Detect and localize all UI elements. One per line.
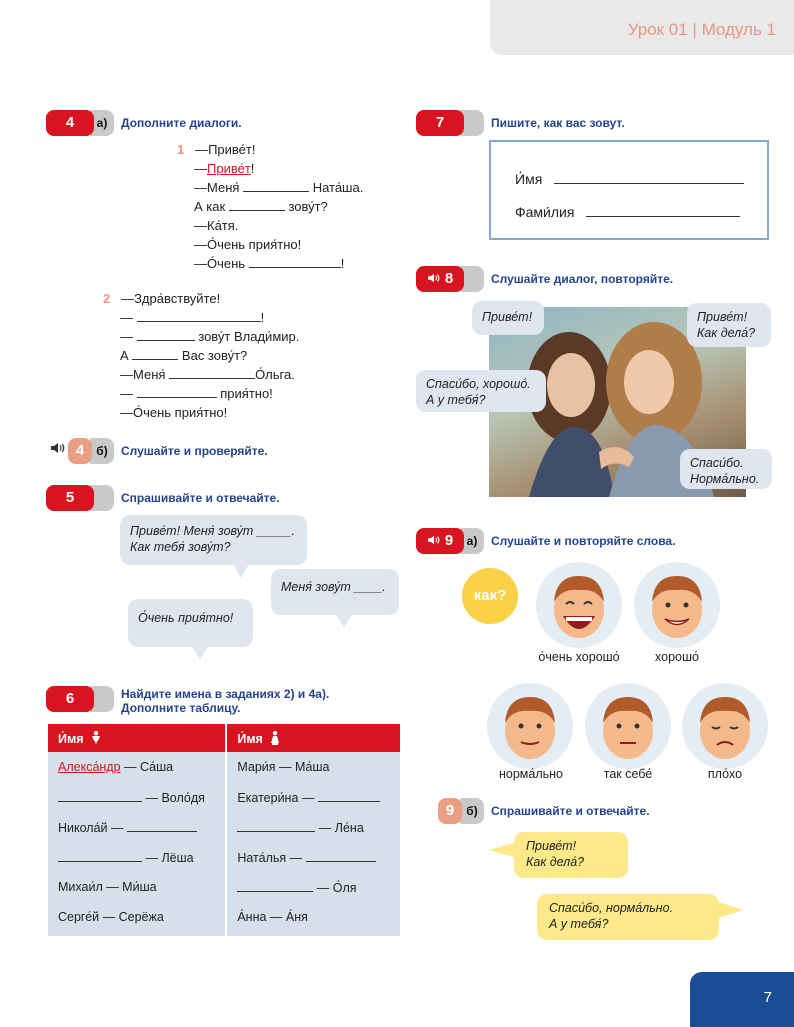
bubble-text: А у тебя́?: [426, 393, 486, 407]
speaker-icon: [427, 272, 441, 284]
punct: !: [340, 256, 345, 271]
bubble-text: Норма́льно.: [690, 472, 760, 486]
table-row: [48, 812, 400, 842]
task-number-with-audio[interactable]: [416, 528, 464, 554]
task-5-title: Спрашивайте и отвечайте.: [121, 491, 280, 505]
bubble-text: Как тебя́ зову́т?: [130, 540, 231, 554]
task-number: 4: [68, 438, 92, 464]
header-label: И́мя: [58, 731, 84, 746]
line: —Меня́: [194, 180, 240, 195]
table-cell: [48, 752, 226, 782]
speech-bubble: [120, 515, 307, 565]
face-drawing: [634, 562, 720, 648]
speech-bubble: [687, 303, 771, 347]
table-cell: [48, 782, 226, 812]
table-cell: [48, 872, 226, 902]
bubble-text: Спаси́бо, норма́льно.: [549, 901, 674, 915]
blank-field[interactable]: [58, 789, 142, 802]
task-number-with-audio[interactable]: [416, 266, 464, 292]
line: А: [120, 348, 129, 363]
table-cell: [226, 872, 400, 902]
table-row: [48, 902, 400, 936]
lesson-header: [490, 0, 794, 55]
task-9a-title: Слушайте и повторяйте слова.: [491, 534, 676, 548]
names-table: [48, 724, 400, 936]
bubble-text: О́чень прия́тно!: [138, 611, 234, 625]
very-good-face-icon: [536, 562, 622, 648]
yellow-speech-bubble: [537, 894, 719, 940]
blank-field[interactable]: [318, 789, 380, 802]
bubble-text: А у тебя́?: [549, 917, 609, 931]
speaker-icon: [427, 534, 441, 546]
task-4a-title: Дополните диалоги.: [121, 116, 242, 130]
task-letter: а): [90, 110, 114, 136]
table-cell: [226, 842, 400, 872]
table-cell: [226, 752, 400, 782]
column-header-male: [48, 724, 226, 752]
page-number-tab: [690, 972, 794, 1027]
cell-text: Никола́й —: [58, 821, 127, 835]
cell-text: Серге́й — Серёжа: [58, 910, 164, 924]
cell-text: Михаи́л — Ми́ша: [58, 880, 157, 894]
speech-bubble: [128, 599, 253, 647]
blank-field[interactable]: [237, 819, 315, 832]
cell-text: — Воло́дя: [142, 791, 205, 805]
line: Вас зову́т?: [181, 348, 248, 363]
bubble-tail: [718, 902, 744, 918]
bubble-text: Приве́т!: [526, 839, 577, 853]
face-label: так себе́: [603, 767, 653, 781]
line: —О́чень прия́тно!: [194, 237, 302, 252]
task-letter: б): [90, 438, 114, 464]
task-letter: а): [460, 528, 484, 554]
bubble-tail: [336, 614, 352, 628]
bubble-text: Приве́т!: [482, 310, 533, 324]
face-label: хорошо́: [655, 650, 699, 664]
bad-face-icon: [682, 683, 768, 769]
table-cell: [226, 812, 400, 842]
cell-text: — Лёша: [142, 851, 194, 865]
blank-field[interactable]: [137, 385, 217, 398]
line: Ната́ша.: [312, 180, 364, 195]
task-number: 6: [46, 686, 94, 712]
dialog-1: [177, 140, 363, 273]
cell-text: — Ле́на: [315, 821, 364, 835]
cell-text: — О́ля: [313, 881, 357, 895]
column-header-female: [226, 724, 400, 752]
first-name-row: [515, 171, 744, 187]
task-9b-title: Спрашивайте и отвечайте.: [491, 804, 650, 818]
male-figure-icon: [91, 731, 101, 745]
blank-field[interactable]: [249, 255, 341, 268]
line: —Меня́: [120, 367, 166, 382]
bubble-text: Как дела́?: [526, 855, 585, 869]
good-face-icon: [634, 562, 720, 648]
face-drawing: [682, 683, 768, 769]
cell-text: А́нна — А́ня: [237, 910, 308, 924]
task-6-title: [121, 687, 329, 715]
bubble-text: Приве́т!: [697, 310, 748, 324]
bubble-tail: [489, 842, 517, 858]
bubble-text: Меня́ зову́т ____.: [281, 580, 386, 594]
blank-field[interactable]: [237, 879, 313, 892]
line: А как: [194, 199, 226, 214]
speech-bubble: [680, 449, 772, 489]
bubble-text: Как дела́?: [697, 326, 756, 340]
task-4b-badge: [68, 438, 114, 464]
speech-bubble: [416, 370, 546, 412]
face-label: норма́льно: [498, 767, 563, 781]
dialog-number: 2: [103, 291, 111, 306]
page-number: 7: [763, 989, 772, 1006]
table-cell: [226, 902, 400, 936]
table-row: [48, 872, 400, 902]
bubble-tail: [233, 564, 249, 578]
bubble-text: Приве́т! Меня́ зову́т _____.: [130, 524, 296, 538]
bubble-tail: [192, 646, 208, 660]
table-cell: [48, 842, 226, 872]
task-9b-badge: [438, 798, 484, 824]
line: прия́тно!: [220, 386, 273, 401]
table-cell: [226, 782, 400, 812]
number-label: 8: [444, 270, 454, 287]
blank-field[interactable]: [127, 819, 197, 832]
female-figure-icon: [270, 731, 280, 745]
face-label: о́чень хорошо́: [538, 650, 620, 664]
surname-label: Фами́лия: [515, 204, 575, 220]
face-label: пло́хо: [707, 767, 743, 781]
first-name-field[interactable]: [554, 171, 744, 184]
face-drawing: [585, 683, 671, 769]
cell-text: Ната́лья —: [237, 851, 306, 865]
table-cell: [48, 812, 226, 842]
bubble-text: Спаси́бо, хорошо́.: [426, 377, 531, 391]
task-number: 5: [46, 485, 94, 511]
title-line: Найдите имена в заданиях 2) и 4а).: [121, 687, 330, 701]
yellow-speech-bubble: [514, 832, 628, 878]
line: —Приве́т!: [195, 142, 256, 157]
header-label: И́мя: [237, 731, 263, 746]
name-form-box: [489, 140, 769, 240]
table-row: [48, 782, 400, 812]
cell-text: Екатери́на —: [237, 791, 318, 805]
task-number: 4: [46, 110, 94, 136]
task-7-title: Пишите, как вас зовут.: [491, 116, 625, 130]
task-number: 7: [416, 110, 464, 136]
punct: !: [260, 310, 265, 325]
face-drawing: [487, 683, 573, 769]
punct: !: [250, 161, 255, 176]
speaker-icon[interactable]: [50, 441, 66, 455]
line: —Ка́тя.: [194, 218, 239, 233]
dialog-number: 1: [177, 142, 185, 157]
table-row: [48, 752, 400, 782]
surname-row: [515, 204, 740, 220]
normal-face-icon: [487, 683, 573, 769]
speech-bubble: [271, 569, 399, 615]
task-8-badge: [416, 266, 484, 292]
task-4a-badge: [46, 110, 114, 136]
dash: —: [120, 329, 133, 344]
task-4b-title: Слушайте и проверяйте.: [121, 444, 268, 458]
filled-answer: Алекса́ндр: [58, 760, 121, 774]
line: —Здра́вствуйте!: [121, 291, 221, 306]
number-label: 9: [444, 532, 454, 549]
line: зову́т?: [288, 199, 328, 214]
blank-field[interactable]: [243, 179, 309, 192]
task-6-badge: [46, 686, 114, 712]
lesson-title: Урок 01 | Модуль 1: [627, 20, 776, 39]
blank-field[interactable]: [306, 849, 376, 862]
table-cell: [48, 902, 226, 936]
dash: —: [120, 386, 133, 401]
dash: —: [194, 161, 207, 176]
surname-field[interactable]: [586, 204, 740, 217]
kak-circle: как?: [462, 568, 518, 624]
line: зову́т Влади́мир.: [198, 329, 300, 344]
line: О́льга.: [255, 367, 295, 382]
table-row: [48, 842, 400, 872]
task-9a-badge: [416, 528, 484, 554]
dialog-2: [103, 289, 299, 422]
task-number: 9: [438, 798, 462, 824]
cell-text: — Са́ша: [120, 760, 174, 774]
blank-field[interactable]: [229, 198, 285, 211]
speech-bubble: [472, 301, 544, 335]
face-drawing: [536, 562, 622, 648]
first-name-label: И́мя: [515, 171, 543, 187]
blank-field[interactable]: [132, 347, 178, 360]
task-letter: б): [460, 798, 484, 824]
task-7-badge: [416, 110, 484, 136]
blank-field[interactable]: [137, 309, 261, 322]
blank-field[interactable]: [58, 849, 142, 862]
blank-field[interactable]: [169, 366, 255, 379]
line: —О́чень прия́тно!: [120, 405, 228, 420]
filled-answer: Приве́т: [207, 161, 251, 176]
task-8-title: Слушайте диалог, повторяйте.: [491, 272, 674, 286]
title-line: Дополните таблицу.: [121, 701, 241, 715]
so-so-face-icon: [585, 683, 671, 769]
blank-field[interactable]: [137, 328, 195, 341]
task-5-badge: [46, 485, 114, 511]
dash: —: [120, 310, 133, 325]
bubble-text: Спаси́бо.: [690, 456, 744, 470]
cell-text: Мари́я — Ма́ша: [237, 760, 330, 774]
line: —О́чень: [194, 256, 246, 271]
